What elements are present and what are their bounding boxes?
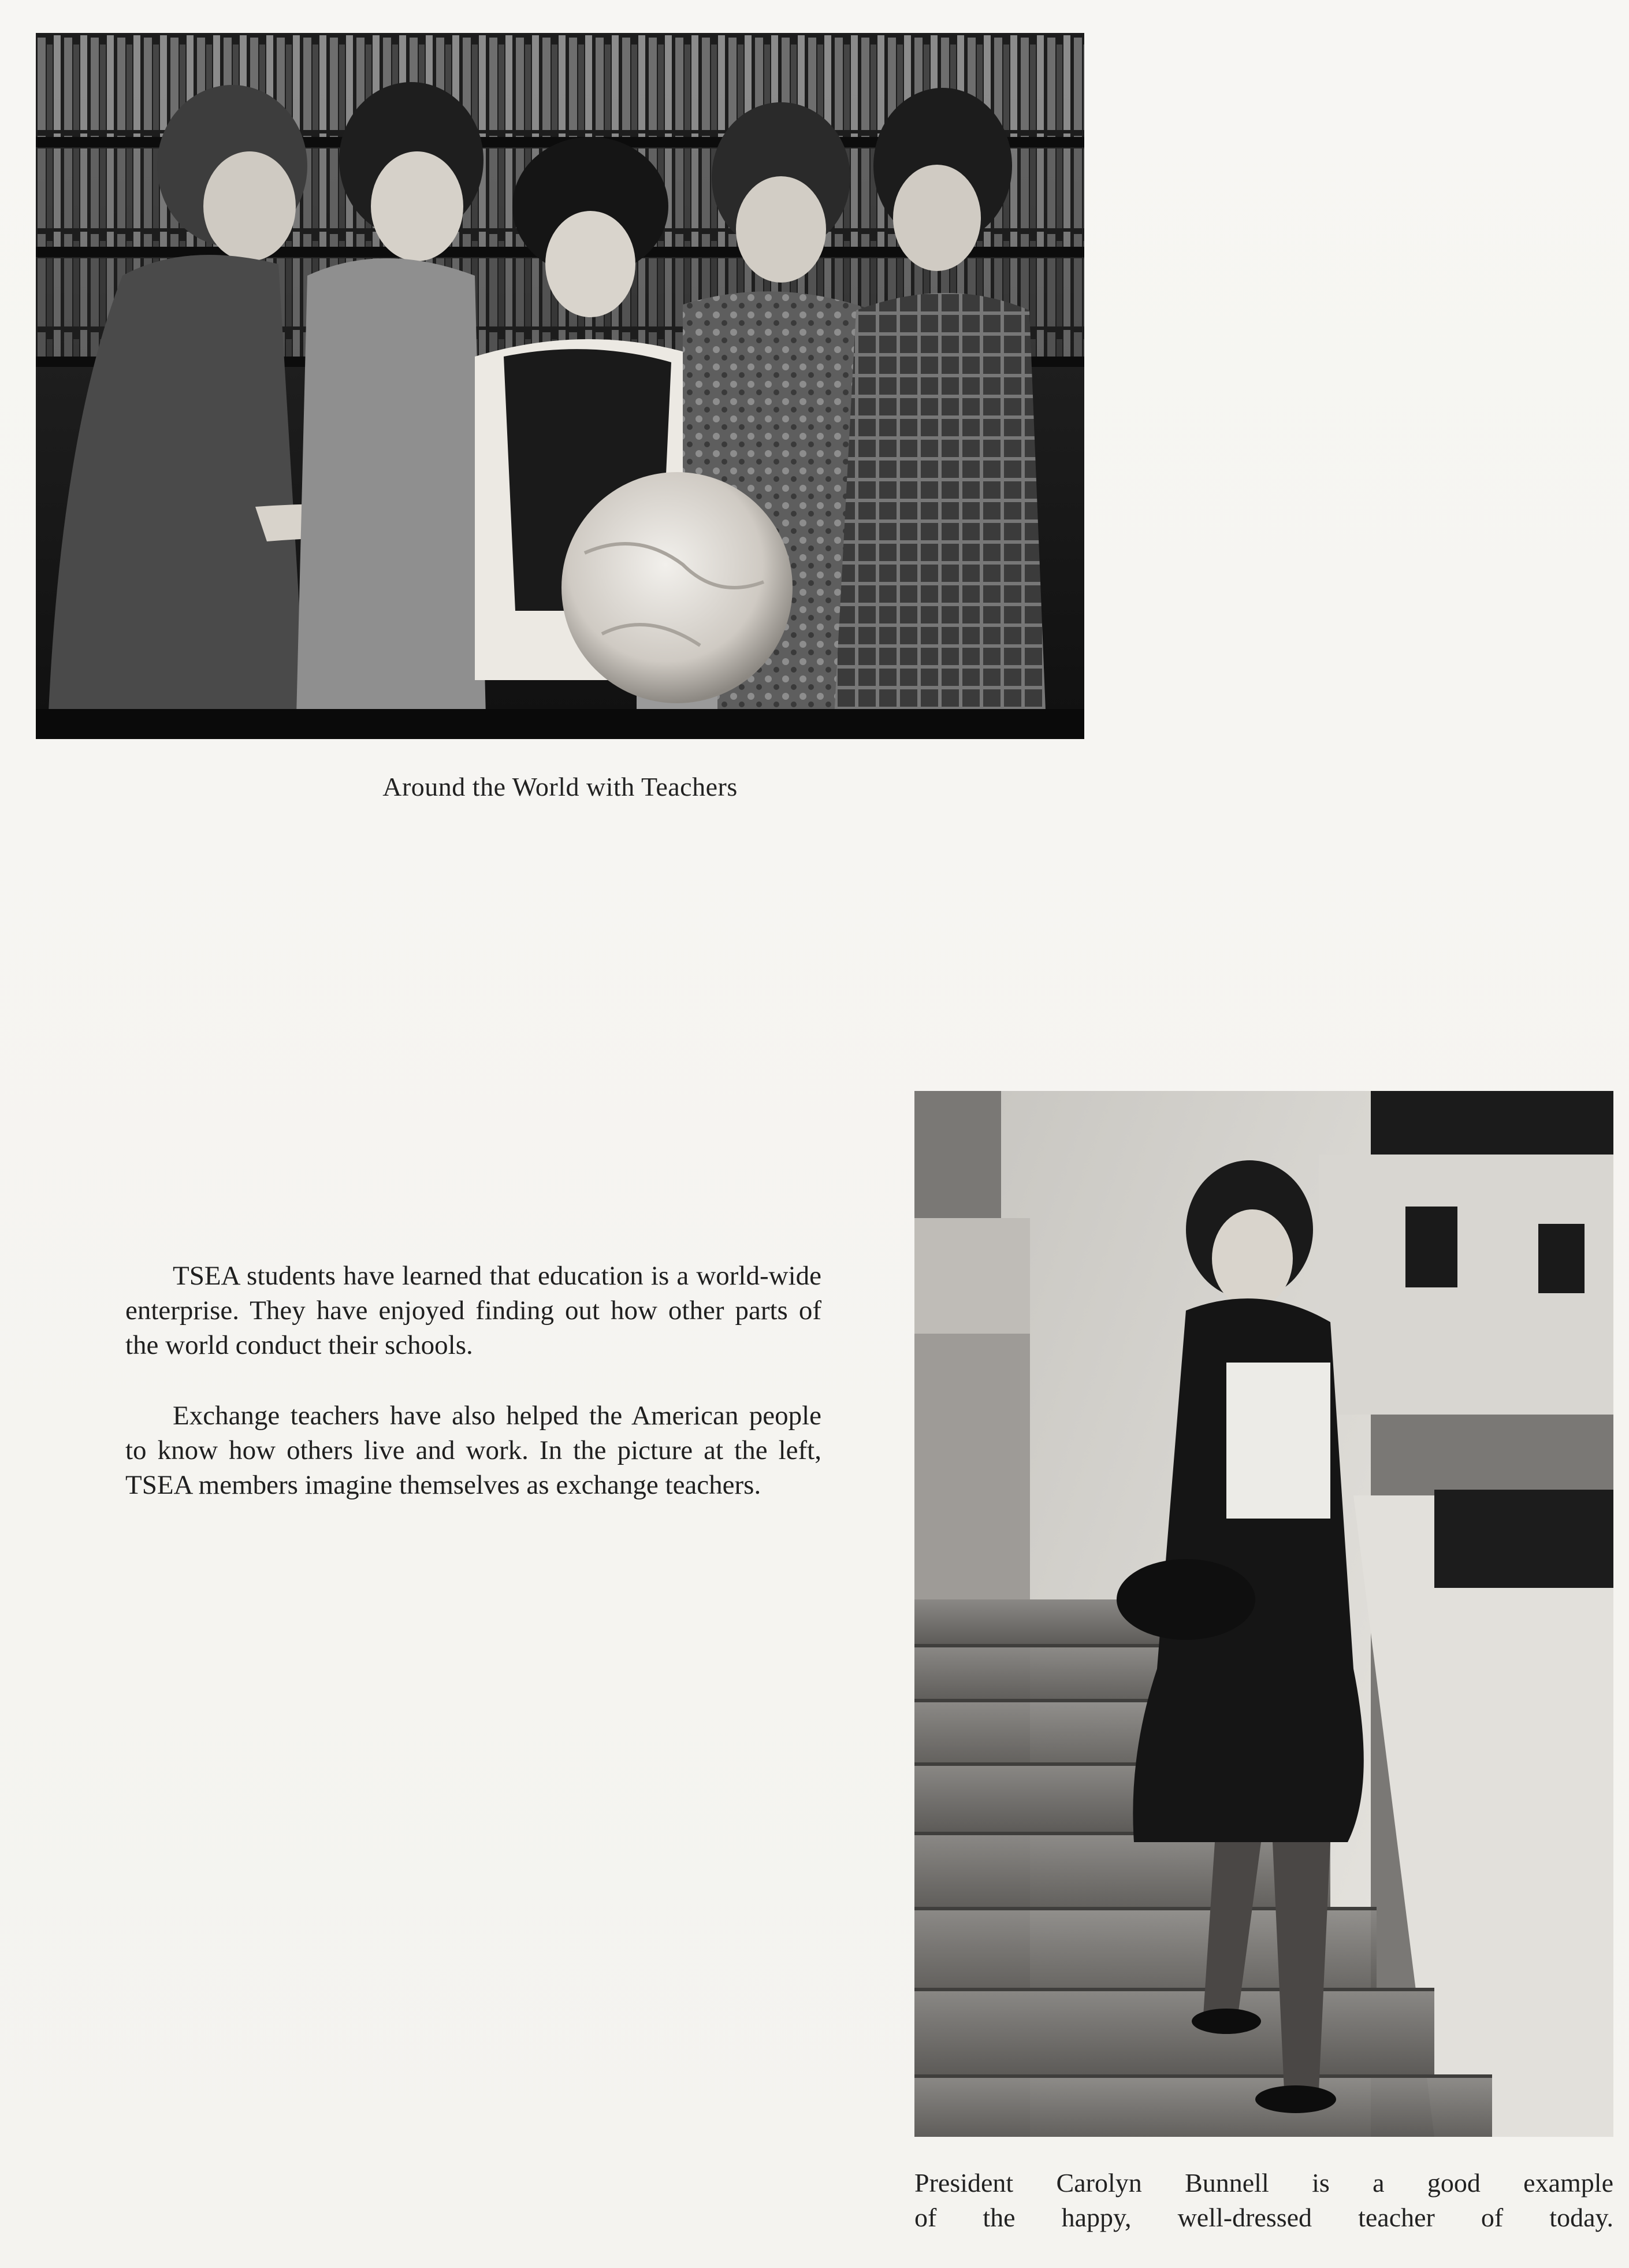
paragraph-1: TSEA students have learned that education is a world-wide enterprise. They have enjoyed finding out how other parts of the world conduct their schools. [125,1261,821,1360]
caption-president [914,2166,1613,2235]
photo-students-with-globe [36,33,1084,739]
photo-president-on-stairs-image [914,1091,1613,2137]
paragraph-2: Exchange teachers have also helped the American people to know how others live and work. In the picture at the left, TSEA members imagine themselves as exchange teachers. [125,1401,821,1500]
article-body [125,1259,821,1502]
caption-president-line-2: of the happy, well-dressed teacher of today. [914,2203,1613,2232]
caption-president-line-1: President Carolyn Bunnell is a good example [914,2168,1613,2198]
caption-around-the-world: Around the World with Teachers [382,772,738,801]
photo-students-with-globe-image [36,33,1084,739]
photo-president-on-stairs [914,1091,1613,2137]
